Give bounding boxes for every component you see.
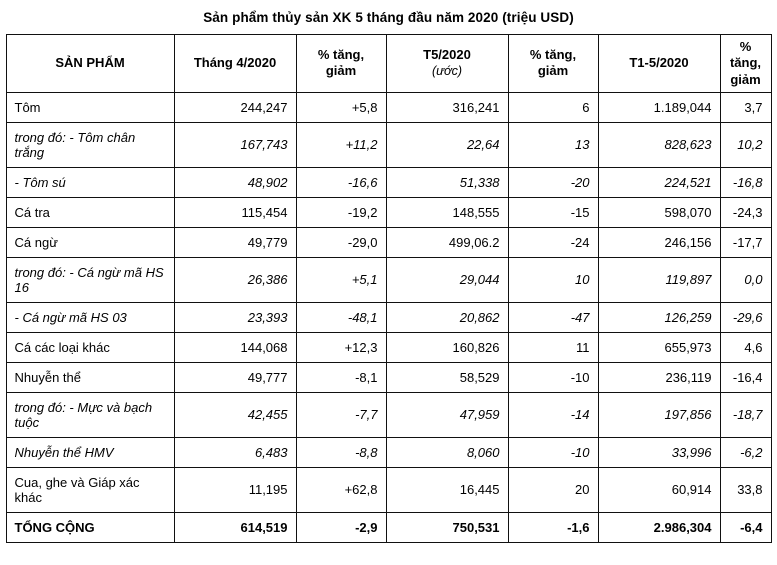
cell-april-pct: +62,8 <box>296 467 386 512</box>
cell-ytd-pct: 0,0 <box>720 257 771 302</box>
cell-ytd: 60,914 <box>598 467 720 512</box>
cell-product: - Cá ngừ mã HS 03 <box>6 302 174 332</box>
cell-may: 51,338 <box>386 167 508 197</box>
table-row <box>6 467 771 512</box>
cell-april: 115,454 <box>174 197 296 227</box>
table-row <box>6 302 771 332</box>
cell-ytd-pct: 10,2 <box>720 122 771 167</box>
cell-ytd: 246,156 <box>598 227 720 257</box>
cell-may-pct: -10 <box>508 437 598 467</box>
cell-product: Cá tra <box>6 197 174 227</box>
column-header-may <box>386 35 508 93</box>
table-row <box>6 332 771 362</box>
column-header-may-sub: (ước) <box>431 63 463 78</box>
cell-april: 6,483 <box>174 437 296 467</box>
cell-ytd: 224,521 <box>598 167 720 197</box>
cell-may: 22,64 <box>386 122 508 167</box>
cell-may: 316,241 <box>386 92 508 122</box>
cell-may-pct: -20 <box>508 167 598 197</box>
cell-april-pct: -16,6 <box>296 167 386 197</box>
cell-ytd-pct: -18,7 <box>720 392 771 437</box>
table-body <box>6 92 771 542</box>
column-header-ytd-pct-label: % tăng, giảm <box>729 39 762 87</box>
cell-april-pct: +12,3 <box>296 332 386 362</box>
cell-may: 58,529 <box>386 362 508 392</box>
cell-ytd-pct: 4,6 <box>720 332 771 362</box>
cell-product: Nhuyễn thể HMV <box>6 437 174 467</box>
cell-ytd-pct: -16,8 <box>720 167 771 197</box>
cell-ytd: 126,259 <box>598 302 720 332</box>
cell-ytd-pct: -17,7 <box>720 227 771 257</box>
cell-ytd: 2.986,304 <box>598 512 720 542</box>
cell-april-pct: +5,8 <box>296 92 386 122</box>
cell-ytd: 119,897 <box>598 257 720 302</box>
cell-product: Tôm <box>6 92 174 122</box>
column-header-ytd-pct <box>720 35 771 93</box>
table-row <box>6 392 771 437</box>
column-header-april-pct-label: % tăng, giảm <box>317 47 365 79</box>
column-header-ytd-label: T1-5/2020 <box>629 55 689 71</box>
column-header-april-pct <box>296 35 386 93</box>
column-header-may-label: T5/2020 <box>423 47 471 63</box>
cell-april-pct: -48,1 <box>296 302 386 332</box>
cell-may: 750,531 <box>386 512 508 542</box>
cell-may-pct: 10 <box>508 257 598 302</box>
cell-april-pct: +5,1 <box>296 257 386 302</box>
cell-product: trong đó: - Cá ngừ mã HS 16 <box>6 257 174 302</box>
cell-april: 614,519 <box>174 512 296 542</box>
cell-april: 167,743 <box>174 122 296 167</box>
cell-may-pct: -24 <box>508 227 598 257</box>
cell-ytd-pct: -24,3 <box>720 197 771 227</box>
column-header-may-pct-label: % tăng, giảm <box>529 47 577 79</box>
cell-may: 16,445 <box>386 467 508 512</box>
cell-april-pct: -2,9 <box>296 512 386 542</box>
cell-may-pct: -14 <box>508 392 598 437</box>
cell-may: 148,555 <box>386 197 508 227</box>
cell-ytd: 197,856 <box>598 392 720 437</box>
column-header-april <box>174 35 296 93</box>
cell-april: 48,902 <box>174 167 296 197</box>
column-header-product-label: SẢN PHẨM <box>55 55 125 71</box>
cell-may: 20,862 <box>386 302 508 332</box>
table-header <box>6 35 771 93</box>
cell-april: 42,455 <box>174 392 296 437</box>
cell-may-pct: 6 <box>508 92 598 122</box>
cell-may-pct: -1,6 <box>508 512 598 542</box>
cell-may-pct: -10 <box>508 362 598 392</box>
cell-product: TỔNG CỘNG <box>6 512 174 542</box>
cell-may: 499,06.2 <box>386 227 508 257</box>
cell-april: 11,195 <box>174 467 296 512</box>
cell-ytd-pct: -29,6 <box>720 302 771 332</box>
cell-ytd-pct: -6,4 <box>720 512 771 542</box>
cell-ytd: 236,119 <box>598 362 720 392</box>
table-row <box>6 257 771 302</box>
cell-april: 144,068 <box>174 332 296 362</box>
table-row <box>6 197 771 227</box>
cell-may-pct: 13 <box>508 122 598 167</box>
cell-ytd: 655,973 <box>598 332 720 362</box>
cell-ytd: 1.189,044 <box>598 92 720 122</box>
cell-product: Cá các loại khác <box>6 332 174 362</box>
column-header-ytd <box>598 35 720 93</box>
cell-ytd-pct: 33,8 <box>720 467 771 512</box>
cell-product: trong đó: - Tôm chân trắng <box>6 122 174 167</box>
cell-april: 23,393 <box>174 302 296 332</box>
table-row <box>6 512 771 542</box>
table-row <box>6 92 771 122</box>
page-title: Sản phẩm thủy sản XK 5 tháng đầu năm 2020 (triệu USD) <box>203 10 574 25</box>
cell-ytd-pct: -6,2 <box>720 437 771 467</box>
cell-ytd: 828,623 <box>598 122 720 167</box>
cell-ytd-pct: -16,4 <box>720 362 771 392</box>
column-header-april-label: Tháng 4/2020 <box>193 55 277 71</box>
table-row <box>6 122 771 167</box>
cell-ytd: 598,070 <box>598 197 720 227</box>
cell-may-pct: -47 <box>508 302 598 332</box>
cell-april: 49,777 <box>174 362 296 392</box>
column-header-may-pct <box>508 35 598 93</box>
cell-may-pct: 11 <box>508 332 598 362</box>
cell-april-pct: -8,1 <box>296 362 386 392</box>
table-row <box>6 227 771 257</box>
cell-product: Nhuyễn thể <box>6 362 174 392</box>
cell-may: 160,826 <box>386 332 508 362</box>
column-header-product <box>6 35 174 93</box>
cell-may-pct: -15 <box>508 197 598 227</box>
cell-product: Cá ngừ <box>6 227 174 257</box>
cell-ytd: 33,996 <box>598 437 720 467</box>
cell-april-pct: -29,0 <box>296 227 386 257</box>
table-header-row <box>6 35 771 93</box>
cell-april: 26,386 <box>174 257 296 302</box>
table-row <box>6 437 771 467</box>
cell-april-pct: -8,8 <box>296 437 386 467</box>
cell-april-pct: -7,7 <box>296 392 386 437</box>
seafood-export-table <box>6 34 772 543</box>
table-row <box>6 362 771 392</box>
cell-april: 244,247 <box>174 92 296 122</box>
cell-product: Cua, ghe và Giáp xác khác <box>6 467 174 512</box>
cell-may: 29,044 <box>386 257 508 302</box>
table-row <box>6 167 771 197</box>
cell-may: 8,060 <box>386 437 508 467</box>
cell-ytd-pct: 3,7 <box>720 92 771 122</box>
cell-may: 47,959 <box>386 392 508 437</box>
cell-product: trong đó: - Mực và bạch tuộc <box>6 392 174 437</box>
cell-april: 49,779 <box>174 227 296 257</box>
cell-may-pct: 20 <box>508 467 598 512</box>
cell-product: - Tôm sú <box>6 167 174 197</box>
cell-april-pct: -19,2 <box>296 197 386 227</box>
cell-april-pct: +11,2 <box>296 122 386 167</box>
